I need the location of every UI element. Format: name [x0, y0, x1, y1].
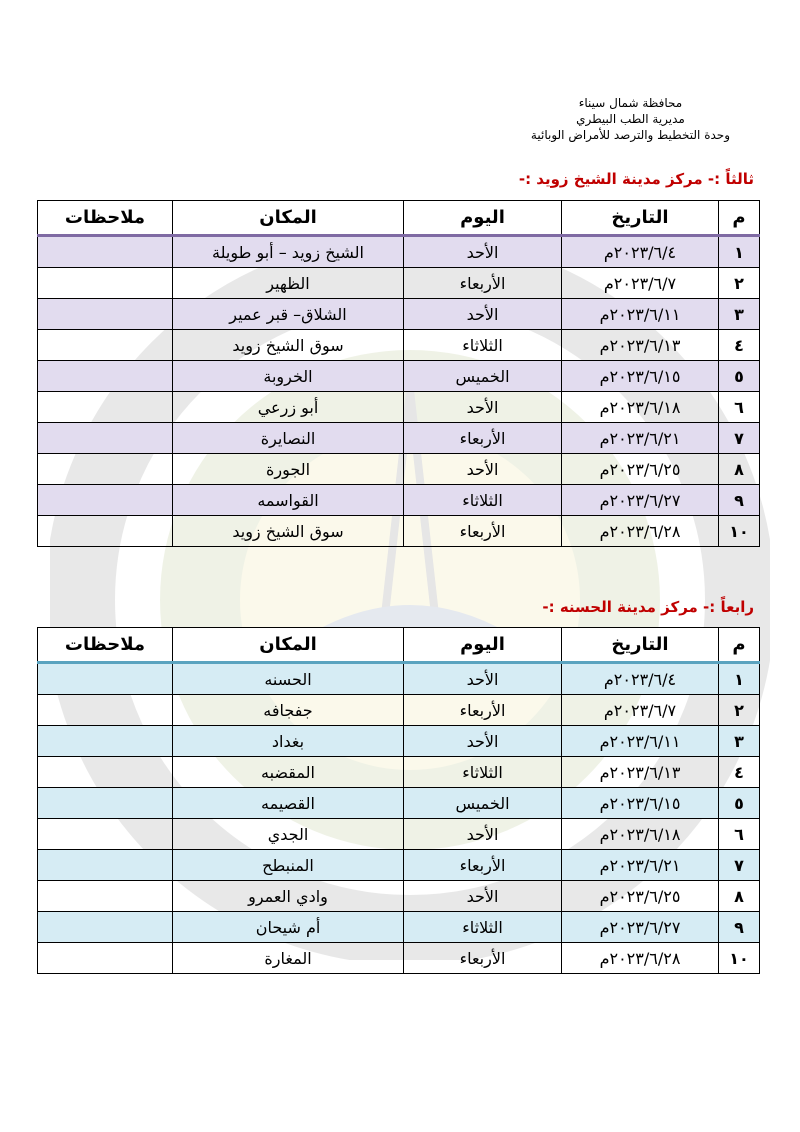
column-header-notes: ملاحظات	[38, 628, 173, 663]
row-place: أم شيحان	[173, 912, 404, 943]
row-place: الحسنه	[173, 663, 404, 695]
row-date: ٢٠٢٣/٦/٢٧م	[562, 912, 719, 943]
table-row	[38, 516, 760, 547]
row-number: ٨	[719, 881, 760, 912]
row-number: ٤	[719, 757, 760, 788]
row-number: ٥	[719, 361, 760, 392]
row-date: ٢٠٢٣/٦/١٣م	[562, 330, 719, 361]
table-row	[38, 912, 760, 943]
row-place: سوق الشيخ زويد	[173, 330, 404, 361]
row-place: الظهير	[173, 268, 404, 299]
row-date: ٢٠٢٣/٦/٢١م	[562, 850, 719, 881]
row-notes	[38, 454, 173, 485]
row-day: الثلاثاء	[404, 912, 562, 943]
row-date: ٢٠٢٣/٦/١٥م	[562, 361, 719, 392]
column-header-place: المكان	[173, 201, 404, 236]
row-notes	[38, 943, 173, 974]
column-header-date: التاريخ	[562, 201, 719, 236]
table-row	[38, 423, 760, 454]
row-day: الأربعاء	[404, 943, 562, 974]
row-day: الأحد	[404, 726, 562, 757]
directorate-name: مديرية الطب البيطري	[576, 112, 685, 126]
row-place: وادي العمرو	[173, 881, 404, 912]
row-notes	[38, 819, 173, 850]
row-place: المقضبه	[173, 757, 404, 788]
row-place: الشيخ زويد – أبو طويلة	[173, 236, 404, 268]
governorate-name: محافظة شمال سيناء	[578, 96, 683, 110]
table-row	[38, 726, 760, 757]
section-title-sheikh-zuweid: ثالثاً :- مركز مدينة الشيخ زويد :-	[518, 170, 754, 188]
row-date: ٢٠٢٣/٦/١١م	[562, 726, 719, 757]
row-day: الثلاثاء	[404, 485, 562, 516]
row-day: الأربعاء	[404, 695, 562, 726]
row-notes	[38, 788, 173, 819]
row-day: الأربعاء	[404, 268, 562, 299]
row-day: الأحد	[404, 881, 562, 912]
column-header-day: اليوم	[404, 628, 562, 663]
row-date: ٢٠٢٣/٦/٢١م	[562, 423, 719, 454]
row-notes	[38, 392, 173, 423]
table-row	[38, 819, 760, 850]
row-notes	[38, 361, 173, 392]
row-place: سوق الشيخ زويد	[173, 516, 404, 547]
row-date: ٢٠٢٣/٦/٢٧م	[562, 485, 719, 516]
column-header-notes: ملاحظات	[38, 201, 173, 236]
row-place: المغارة	[173, 943, 404, 974]
table-row	[38, 943, 760, 974]
row-place: الجورة	[173, 454, 404, 485]
row-notes	[38, 881, 173, 912]
row-day: الأحد	[404, 392, 562, 423]
row-number: ٦	[719, 819, 760, 850]
row-date: ٢٠٢٣/٦/٤م	[562, 663, 719, 695]
column-header-day: اليوم	[404, 201, 562, 236]
row-date: ٢٠٢٣/٦/٤م	[562, 236, 719, 268]
row-number: ١	[719, 663, 760, 695]
row-number: ١	[719, 236, 760, 268]
row-notes	[38, 268, 173, 299]
row-place: القواسمه	[173, 485, 404, 516]
row-number: ٩	[719, 485, 760, 516]
table-row	[38, 454, 760, 485]
column-header-number: م	[719, 201, 760, 236]
table-row	[38, 268, 760, 299]
row-date: ٢٠٢٣/٦/١٣م	[562, 757, 719, 788]
row-notes	[38, 516, 173, 547]
row-number: ٢	[719, 695, 760, 726]
row-notes	[38, 912, 173, 943]
row-notes	[38, 299, 173, 330]
table-row	[38, 788, 760, 819]
row-date: ٢٠٢٣/٦/٢٥م	[562, 454, 719, 485]
row-day: الأربعاء	[404, 850, 562, 881]
row-number: ٣	[719, 299, 760, 330]
row-place: جفجافه	[173, 695, 404, 726]
row-notes	[38, 485, 173, 516]
row-number: ٩	[719, 912, 760, 943]
issuer-header	[531, 95, 730, 143]
row-day: الخميس	[404, 361, 562, 392]
row-date: ٢٠٢٣/٦/١٨م	[562, 392, 719, 423]
row-date: ٢٠٢٣/٦/١١م	[562, 299, 719, 330]
row-number: ١٠	[719, 943, 760, 974]
table-row	[38, 757, 760, 788]
row-notes	[38, 663, 173, 695]
row-number: ٢	[719, 268, 760, 299]
row-day: الأربعاء	[404, 423, 562, 454]
row-number: ١٠	[719, 516, 760, 547]
table-row	[38, 663, 760, 695]
row-number: ٦	[719, 392, 760, 423]
row-place: بغداد	[173, 726, 404, 757]
table-row	[38, 881, 760, 912]
row-date: ٢٠٢٣/٦/١٥م	[562, 788, 719, 819]
row-number: ٧	[719, 850, 760, 881]
row-date: ٢٠٢٣/٦/٧م	[562, 695, 719, 726]
row-day: الأحد	[404, 663, 562, 695]
row-date: ٢٠٢٣/٦/٧م	[562, 268, 719, 299]
row-notes	[38, 236, 173, 268]
table-row	[38, 850, 760, 881]
row-place: أبو زرعي	[173, 392, 404, 423]
row-notes	[38, 423, 173, 454]
row-day: الأحد	[404, 454, 562, 485]
row-day: الأحد	[404, 236, 562, 268]
row-number: ٥	[719, 788, 760, 819]
column-header-place: المكان	[173, 628, 404, 663]
row-place: الشلاق– قبر عمير	[173, 299, 404, 330]
row-place: القصيمه	[173, 788, 404, 819]
row-date: ٢٠٢٣/٦/٢٨م	[562, 943, 719, 974]
row-notes	[38, 757, 173, 788]
table-row	[38, 236, 760, 268]
column-header-number: م	[719, 628, 760, 663]
row-notes	[38, 726, 173, 757]
table-row	[38, 485, 760, 516]
row-notes	[38, 695, 173, 726]
unit-name: وحدة التخطيط والترصد للأمراض الوبائية	[530, 128, 730, 142]
row-date: ٢٠٢٣/٦/٢٥م	[562, 881, 719, 912]
schedule-table-sheikh-zuweid	[37, 200, 760, 547]
row-notes	[38, 330, 173, 361]
row-number: ٨	[719, 454, 760, 485]
table-row	[38, 299, 760, 330]
row-day: الأربعاء	[404, 516, 562, 547]
row-notes	[38, 850, 173, 881]
row-number: ٣	[719, 726, 760, 757]
table-row	[38, 392, 760, 423]
row-number: ٧	[719, 423, 760, 454]
row-day: الأحد	[404, 819, 562, 850]
row-day: الثلاثاء	[404, 330, 562, 361]
table-header-row	[38, 628, 760, 663]
row-number: ٤	[719, 330, 760, 361]
row-place: المنبطح	[173, 850, 404, 881]
table-row	[38, 361, 760, 392]
section-title-hasana: رابعاً :- مركز مدينة الحسنه :-	[542, 598, 754, 616]
row-place: الجدي	[173, 819, 404, 850]
row-day: الثلاثاء	[404, 757, 562, 788]
table-header-row	[38, 201, 760, 236]
column-header-date: التاريخ	[562, 628, 719, 663]
row-day: الخميس	[404, 788, 562, 819]
row-date: ٢٠٢٣/٦/١٨م	[562, 819, 719, 850]
row-place: النصايرة	[173, 423, 404, 454]
table-row	[38, 695, 760, 726]
row-place: الخروبة	[173, 361, 404, 392]
row-day: الأحد	[404, 299, 562, 330]
schedule-table-hasana	[37, 627, 760, 974]
table-row	[38, 330, 760, 361]
row-date: ٢٠٢٣/٦/٢٨م	[562, 516, 719, 547]
